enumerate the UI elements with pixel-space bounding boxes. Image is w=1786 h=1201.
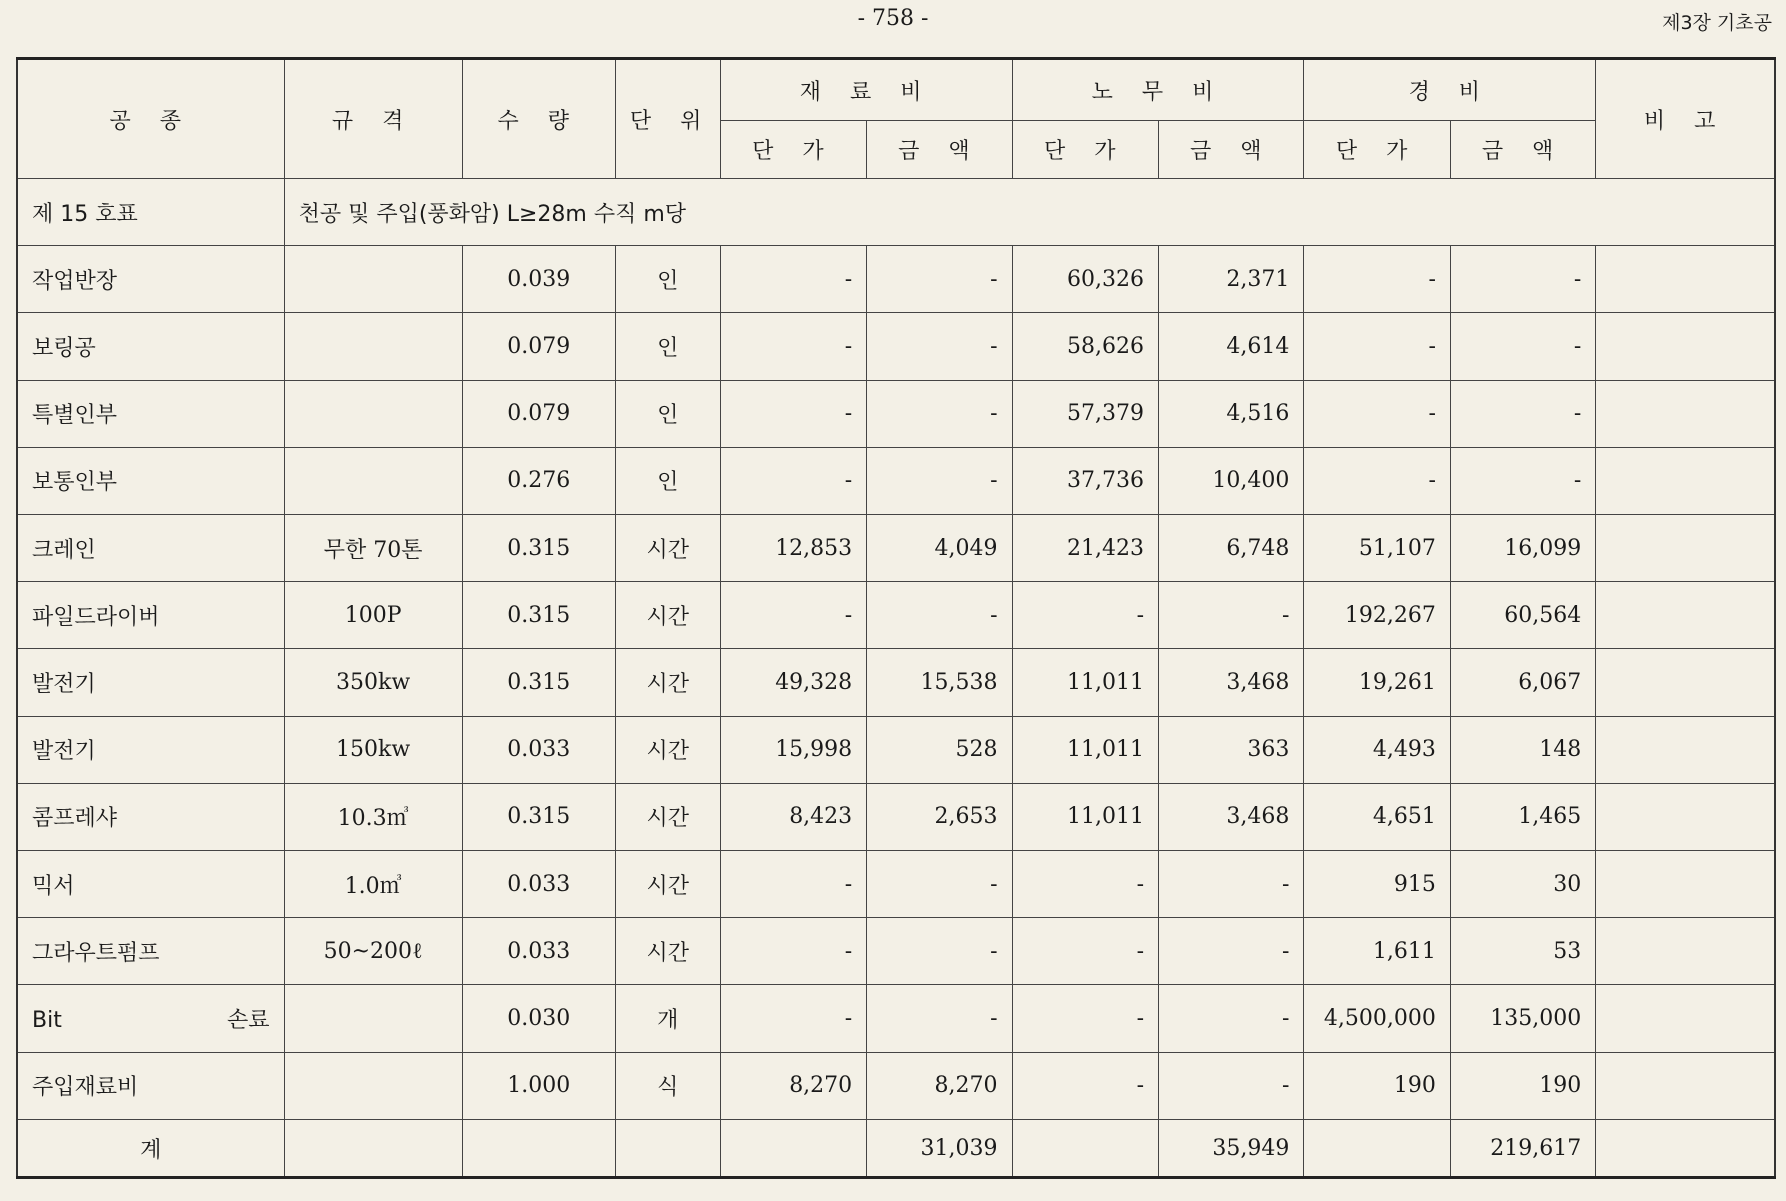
cell-qty: 0.315: [462, 649, 615, 716]
cell-labor-unit-price: -: [1012, 582, 1159, 649]
cell-expense-amount: -: [1450, 380, 1595, 447]
cost-table: [16, 57, 1776, 1179]
cell-expense-unit-price: 4,493: [1304, 716, 1451, 783]
cell-labor-amount: 363: [1159, 716, 1304, 783]
cell-expense-unit-price: -: [1304, 313, 1451, 380]
cell-labor-amount: -: [1159, 582, 1304, 649]
cell-expense-amount: 135,000: [1450, 985, 1595, 1052]
total-spec: [284, 1120, 462, 1178]
cell-qty: 0.315: [462, 783, 615, 850]
cell-remarks: [1596, 313, 1775, 380]
cell-labor-amount: 10,400: [1159, 447, 1304, 514]
cell-unit: 인: [615, 447, 720, 514]
cell-item: 콤프레샤: [17, 783, 284, 850]
cell-spec: [284, 447, 462, 514]
cell-labor-unit-price: 11,011: [1012, 716, 1159, 783]
cell-expense-unit-price: -: [1304, 447, 1451, 514]
cell-remarks: [1596, 380, 1775, 447]
header-material-unit-price: 단 가: [720, 121, 867, 179]
header-remarks: 비 고: [1596, 59, 1775, 179]
cell-material-unit-price: 8,270: [720, 1052, 867, 1119]
table-row: [17, 515, 1775, 582]
cell-material-unit-price: -: [720, 918, 867, 985]
cell-item: 크레인: [17, 515, 284, 582]
header-item: 공 종: [17, 59, 284, 179]
cell-material-amount: 15,538: [867, 649, 1012, 716]
cell-spec: 10.3㎥: [284, 783, 462, 850]
cell-unit: 인: [615, 313, 720, 380]
cell-spec: [284, 985, 462, 1052]
table-row: [17, 649, 1775, 716]
cell-material-amount: -: [867, 380, 1012, 447]
cell-expense-unit-price: 4,651: [1304, 783, 1451, 850]
cell-remarks: [1596, 649, 1775, 716]
cell-item: 믹서: [17, 851, 284, 918]
cell-unit: 인: [615, 380, 720, 447]
total-label: 계: [17, 1120, 284, 1178]
cell-qty: 0.079: [462, 313, 615, 380]
page-number: - 758 -: [857, 6, 929, 31]
cell-remarks: [1596, 246, 1775, 313]
cell-material-unit-price: -: [720, 447, 867, 514]
cell-expense-amount: 30: [1450, 851, 1595, 918]
cell-labor-unit-price: 58,626: [1012, 313, 1159, 380]
cell-expense-unit-price: 1,611: [1304, 918, 1451, 985]
cell-unit: 시간: [615, 582, 720, 649]
cell-item: 작업반장: [17, 246, 284, 313]
table-row: [17, 985, 1775, 1052]
cell-spec: [284, 380, 462, 447]
cell-material-unit-price: -: [720, 582, 867, 649]
cell-expense-unit-price: 19,261: [1304, 649, 1451, 716]
total-mat-price: [720, 1120, 867, 1178]
cell-labor-amount: 3,468: [1159, 649, 1304, 716]
cell-qty: 0.039: [462, 246, 615, 313]
total-unit: [615, 1120, 720, 1178]
table-code: 제 15 호표: [17, 179, 284, 246]
cell-spec: 150kw: [284, 716, 462, 783]
cell-material-amount: 4,049: [867, 515, 1012, 582]
cell-labor-unit-price: 11,011: [1012, 783, 1159, 850]
cell-remarks: [1596, 985, 1775, 1052]
table-row: [17, 1052, 1775, 1119]
cell-material-amount: -: [867, 447, 1012, 514]
cell-spec: 350kw: [284, 649, 462, 716]
cell-unit: 시간: [615, 515, 720, 582]
cell-material-amount: 528: [867, 716, 1012, 783]
cell-remarks: [1596, 582, 1775, 649]
cell-remarks: [1596, 447, 1775, 514]
header-labor-unit-price: 단 가: [1012, 121, 1159, 179]
cell-material-amount: -: [867, 985, 1012, 1052]
cell-material-amount: -: [867, 313, 1012, 380]
table-row: [17, 447, 1775, 514]
cell-labor-unit-price: 37,736: [1012, 447, 1159, 514]
cell-remarks: [1596, 851, 1775, 918]
cell-material-amount: -: [867, 918, 1012, 985]
cell-item: 특별인부: [17, 380, 284, 447]
cell-qty: 0.276: [462, 447, 615, 514]
cell-qty: 0.079: [462, 380, 615, 447]
cell-material-unit-price: 8,423: [720, 783, 867, 850]
cell-remarks: [1596, 918, 1775, 985]
header-qty: 수 량: [462, 59, 615, 179]
cell-material-unit-price: -: [720, 313, 867, 380]
header-expense-amount: 금 액: [1450, 121, 1595, 179]
cell-labor-amount: -: [1159, 851, 1304, 918]
cell-item: 발전기: [17, 649, 284, 716]
cell-qty: 1.000: [462, 1052, 615, 1119]
cell-unit: 식: [615, 1052, 720, 1119]
cell-labor-amount: 4,516: [1159, 380, 1304, 447]
total-qty: [462, 1120, 615, 1178]
cell-material-amount: 8,270: [867, 1052, 1012, 1119]
cell-expense-amount: 148: [1450, 716, 1595, 783]
header-spec: 규 격: [284, 59, 462, 179]
header-labor-amount: 금 액: [1159, 121, 1304, 179]
cell-spec: [284, 246, 462, 313]
cell-material-unit-price: -: [720, 851, 867, 918]
cell-qty: 0.030: [462, 985, 615, 1052]
cell-remarks: [1596, 515, 1775, 582]
cell-expense-amount: 6,067: [1450, 649, 1595, 716]
total-exp-amount: 219,617: [1450, 1120, 1595, 1178]
cell-qty: 0.033: [462, 851, 615, 918]
cell-unit: 시간: [615, 716, 720, 783]
cell-spec: 1.0㎥: [284, 851, 462, 918]
cell-unit: 시간: [615, 783, 720, 850]
cell-spec: [284, 313, 462, 380]
total-exp-price: [1304, 1120, 1451, 1178]
header-expense-unit-price: 단 가: [1304, 121, 1451, 179]
cell-labor-amount: 2,371: [1159, 246, 1304, 313]
cell-labor-unit-price: -: [1012, 918, 1159, 985]
cell-expense-unit-price: 190: [1304, 1052, 1451, 1119]
cell-unit: 시간: [615, 649, 720, 716]
cell-unit: 시간: [615, 851, 720, 918]
cell-material-unit-price: -: [720, 246, 867, 313]
header-material: 재 료 비: [720, 59, 1012, 121]
cell-material-amount: -: [867, 246, 1012, 313]
cell-item: 보링공: [17, 313, 284, 380]
cell-spec: 무한 70톤: [284, 515, 462, 582]
header-expense: 경 비: [1304, 59, 1596, 121]
cell-expense-unit-price: 4,500,000: [1304, 985, 1451, 1052]
table-row: [17, 380, 1775, 447]
cell-material-unit-price: -: [720, 380, 867, 447]
cell-labor-amount: -: [1159, 1052, 1304, 1119]
cell-unit: 시간: [615, 918, 720, 985]
cell-qty: 0.315: [462, 515, 615, 582]
cell-labor-amount: -: [1159, 918, 1304, 985]
cell-expense-amount: 53: [1450, 918, 1595, 985]
cell-labor-unit-price: 21,423: [1012, 515, 1159, 582]
cell-item: 주입재료비: [17, 1052, 284, 1119]
cell-material-amount: -: [867, 851, 1012, 918]
cell-unit: 인: [615, 246, 720, 313]
table-row: [17, 783, 1775, 850]
cell-labor-amount: 4,614: [1159, 313, 1304, 380]
table-row: [17, 918, 1775, 985]
cell-expense-unit-price: -: [1304, 380, 1451, 447]
cell-item: 파일드라이버: [17, 582, 284, 649]
cell-labor-unit-price: 57,379: [1012, 380, 1159, 447]
cell-material-unit-price: 12,853: [720, 515, 867, 582]
cell-expense-amount: 60,564: [1450, 582, 1595, 649]
table-row: [17, 313, 1775, 380]
cell-labor-amount: 3,468: [1159, 783, 1304, 850]
cell-qty: 0.315: [462, 582, 615, 649]
cell-spec: 50~200ℓ: [284, 918, 462, 985]
cell-material-unit-price: -: [720, 985, 867, 1052]
cell-unit: 개: [615, 985, 720, 1052]
cell-expense-unit-price: 915: [1304, 851, 1451, 918]
cell-labor-unit-price: -: [1012, 1052, 1159, 1119]
cell-labor-amount: 6,748: [1159, 515, 1304, 582]
table-row: [17, 851, 1775, 918]
cell-expense-unit-price: 51,107: [1304, 515, 1451, 582]
total-mat-amount: 31,039: [867, 1120, 1012, 1178]
cell-material-unit-price: 15,998: [720, 716, 867, 783]
total-lab-amount: 35,949: [1159, 1120, 1304, 1178]
cell-expense-amount: -: [1450, 246, 1595, 313]
cell-spec: 100P: [284, 582, 462, 649]
cell-spec: [284, 1052, 462, 1119]
cell-item: 발전기: [17, 716, 284, 783]
chapter-title: 제3장 기초공: [1662, 12, 1772, 34]
header-unit: 단 위: [615, 59, 720, 179]
cell-labor-unit-price: -: [1012, 851, 1159, 918]
cell-expense-unit-price: -: [1304, 246, 1451, 313]
cell-material-amount: -: [867, 582, 1012, 649]
cell-remarks: [1596, 1052, 1775, 1119]
cell-expense-unit-price: 192,267: [1304, 582, 1451, 649]
cell-material-amount: 2,653: [867, 783, 1012, 850]
total-lab-price: [1012, 1120, 1159, 1178]
table-row: [17, 582, 1775, 649]
cell-item: 보통인부: [17, 447, 284, 514]
cell-remarks: [1596, 783, 1775, 850]
cell-labor-unit-price: -: [1012, 985, 1159, 1052]
header-labor: 노 무 비: [1012, 59, 1304, 121]
cell-item: Bit 손료: [17, 985, 284, 1052]
cell-expense-amount: 1,465: [1450, 783, 1595, 850]
cell-expense-amount: 190: [1450, 1052, 1595, 1119]
cell-labor-unit-price: 11,011: [1012, 649, 1159, 716]
cell-labor-amount: -: [1159, 985, 1304, 1052]
cell-expense-amount: -: [1450, 447, 1595, 514]
table-title-row: [17, 179, 1775, 246]
cell-item: 그라우트펌프: [17, 918, 284, 985]
cell-material-unit-price: 49,328: [720, 649, 867, 716]
table-description: 천공 및 주입(풍화암) L≥28m 수직 m당: [284, 179, 1775, 246]
cell-expense-amount: -: [1450, 313, 1595, 380]
cell-qty: 0.033: [462, 918, 615, 985]
cell-labor-unit-price: 60,326: [1012, 246, 1159, 313]
cell-remarks: [1596, 716, 1775, 783]
cell-qty: 0.033: [462, 716, 615, 783]
cell-expense-amount: 16,099: [1450, 515, 1595, 582]
table-row: [17, 246, 1775, 313]
total-remarks: [1596, 1120, 1775, 1178]
header-material-amount: 금 액: [867, 121, 1012, 179]
total-row: [17, 1120, 1775, 1178]
table-row: [17, 716, 1775, 783]
